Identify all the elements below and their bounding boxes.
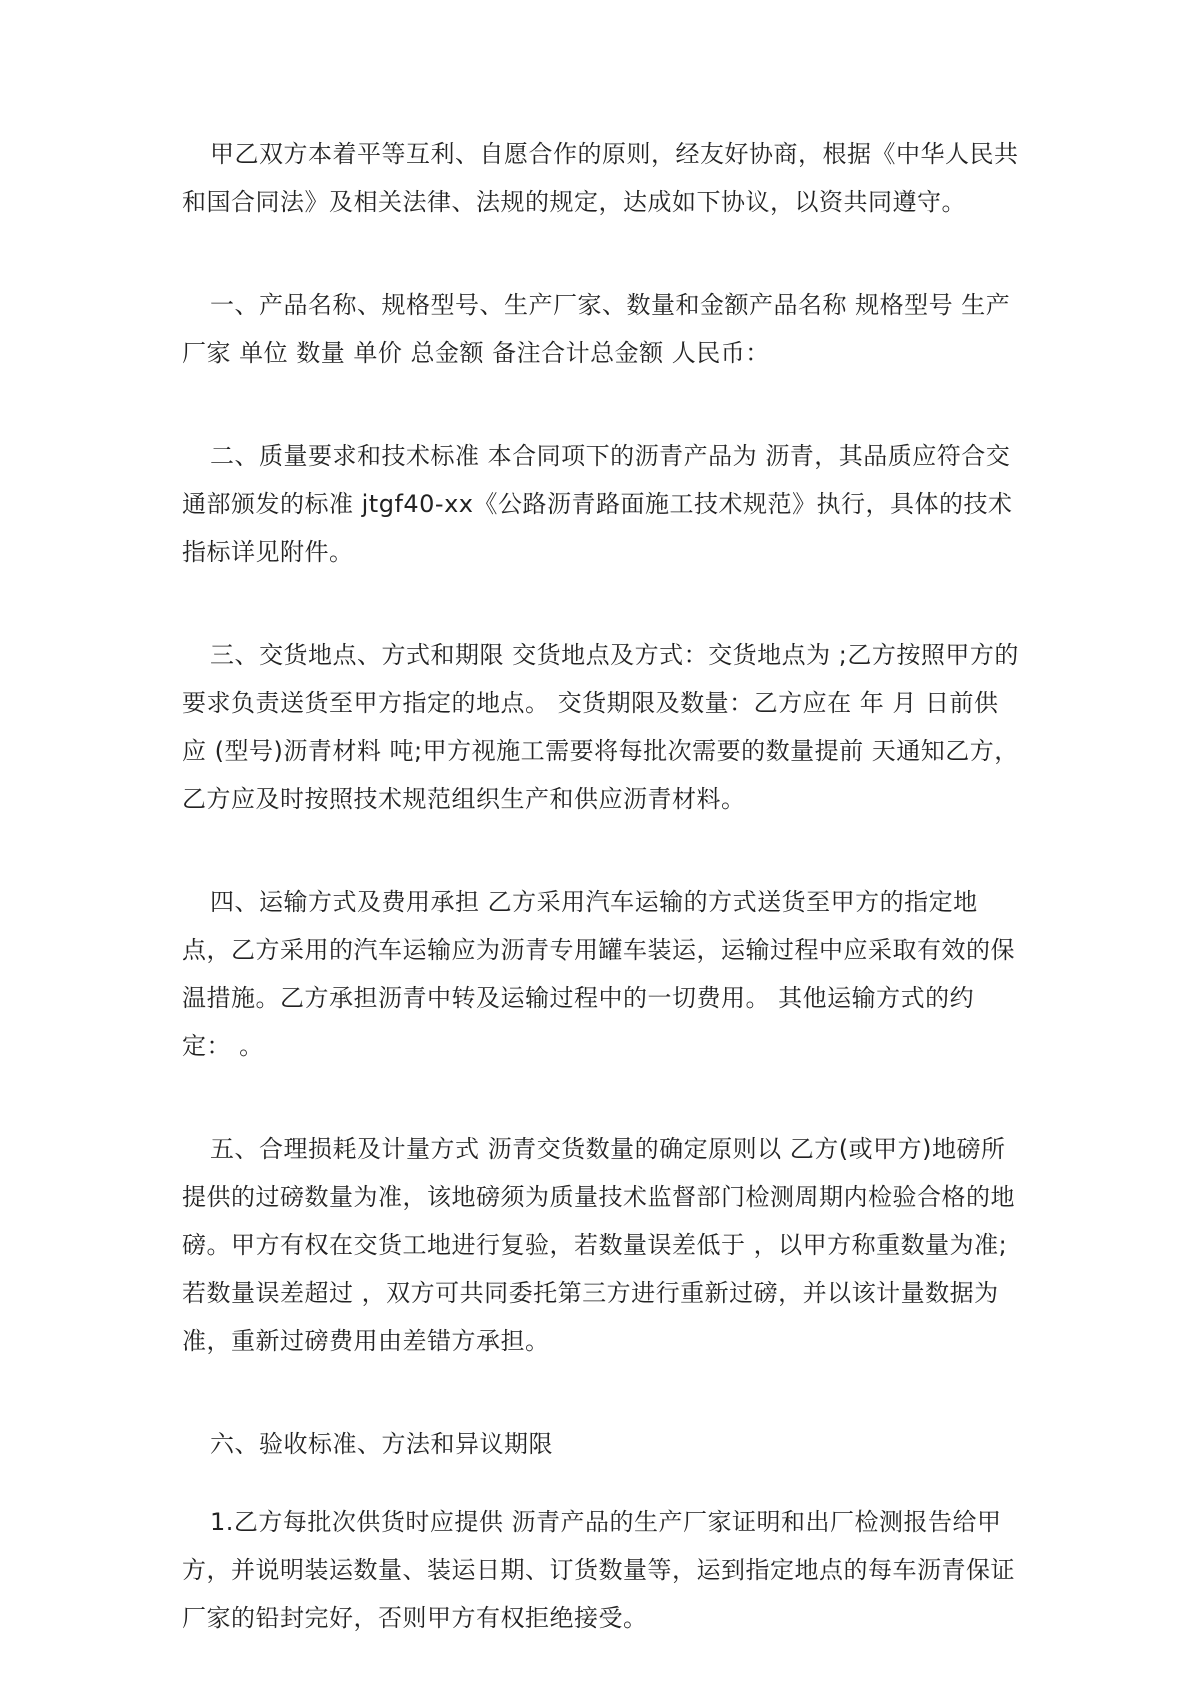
clause-5-paragraph: 五、合理损耗及计量方式 沥青交货数量的确定原则以 乙方(或甲方)地磅所提供的过磅数量为准，该地磅须为质量技术监督部门检测周期内检验合格的地磅。甲方有权在交货工地进行复验，若数量误差低于 ，以甲方称重数量为准;若数量误差超过 ，双方可共同委托第三方进行重新过磅，并以该计量数据为准，重新过磅费用由差错方承担。 <box>182 1135 1015 1355</box>
clause-1-paragraph: 一、产品名称、规格型号、生产厂家、数量和金额产品名称 规格型号 生产厂家 单位 数量 单价 总金额 备注合计总金额 人民币： <box>182 291 1011 367</box>
clause-6-item-1-paragraph: 1.乙方每批次供货时应提供 沥青产品的生产厂家证明和出厂检测报告给甲方，并说明装运数量、装运日期、订货数量等，运到指定地点的每车沥青保证厂家的铅封完好，否则甲方有权拒绝接受。 <box>182 1508 1015 1632</box>
preamble-paragraph: 甲乙双方本着平等互利、自愿合作的原则，经友好协商，根据《中华人民共和国合同法》及相关法律、法规的规定，达成如下协议，以资共同遵守。 <box>182 140 1019 216</box>
clause-6-heading: 六、验收标准、方法和异议期限 <box>210 1430 553 1458</box>
clause-2-paragraph: 二、质量要求和技术标准 本合同项下的沥青产品为 沥青，其品质应符合交通部颁发的标准 jtgf40-xx《公路沥青路面施工技术规范》执行，具体的技术指标详见附件。 <box>182 442 1013 566</box>
clause-4-paragraph: 四、运输方式及费用承担 乙方采用汽车运输的方式送货至甲方的指定地点，乙方采用的汽车运输应为沥青专用罐车装运，运输过程中应采取有效的保温措施。乙方承担沥青中转及运输过程中的一切费用。 其他运输方式的约定： 。 <box>182 888 1015 1060</box>
clause-3-paragraph: 三、交货地点、方式和期限 交货地点及方式：交货地点为 ;乙方按照甲方的要求负责送货至甲方指定的地点。 交货期限及数量：乙方应在 年 月 日前供应 (型号)沥青材料 吨;甲方视施工需要将每批次需要的数量提前 天通知乙方，乙方应及时按照技术规范组织生产和供应沥青材料。 <box>182 641 1019 813</box>
